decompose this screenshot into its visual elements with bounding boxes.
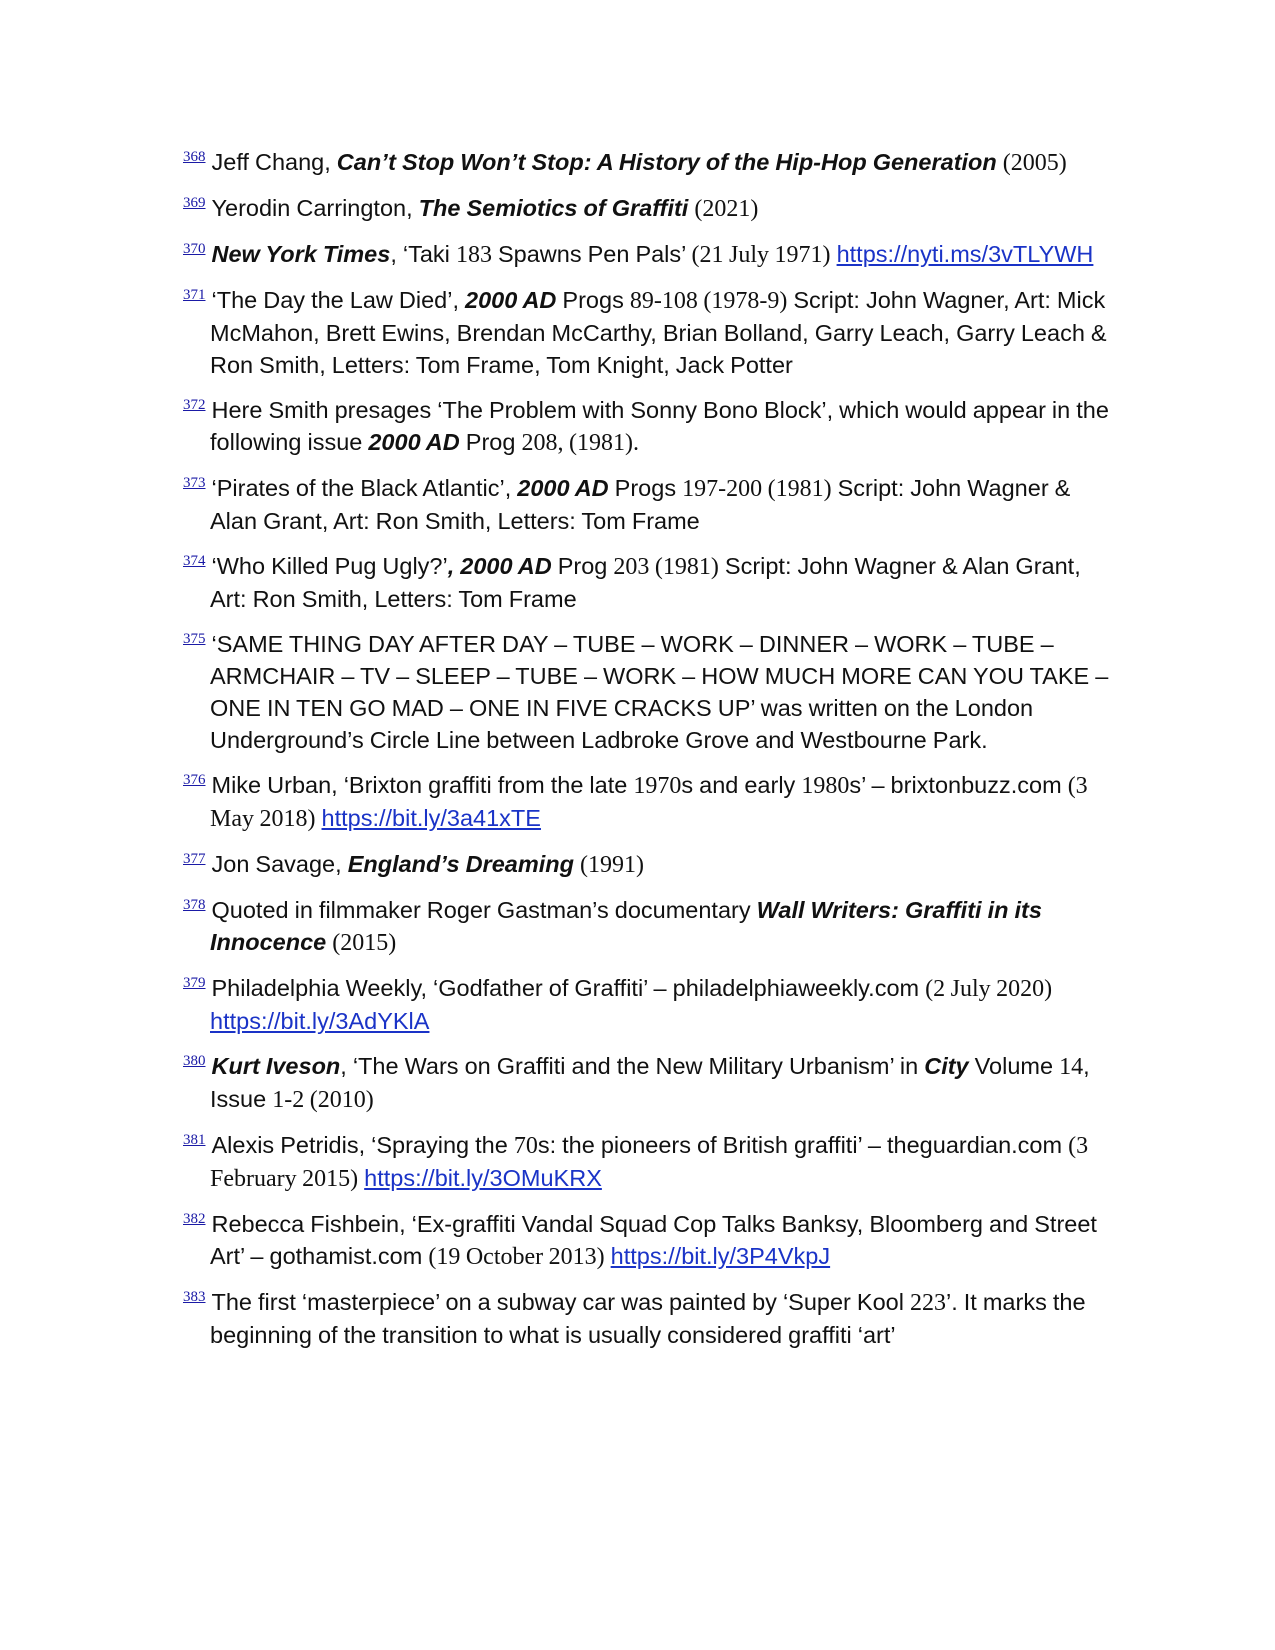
note-text: 1-2 (2010)	[272, 1087, 374, 1113]
title-text: 2000 AD	[465, 287, 557, 313]
title-text: The Semiotics of Graffiti	[418, 195, 689, 221]
note-text: (3 May 2018)	[210, 773, 1088, 832]
note-text: Spawns Pen Pals’	[491, 241, 692, 267]
url-link[interactable]: https://bit.ly/3AdYKlA	[210, 1008, 430, 1034]
note-text: Jeff Chang,	[211, 149, 337, 175]
title-text: 2000 AD	[368, 429, 460, 455]
endnote-ref-link[interactable]: 375	[183, 631, 206, 647]
endnote-ref-link[interactable]: 381	[183, 1132, 206, 1148]
note-text: 1970	[633, 773, 682, 799]
title-text: Kurt Iveson	[211, 1053, 341, 1079]
note-text: (21 July 1971)	[691, 242, 831, 268]
note-text: Rebecca Fishbein, ‘Ex-graffiti Vandal Squad Cop Talks Banksy, Bloomberg and Street Art’ – gothamist.com	[210, 1211, 1097, 1269]
url-link[interactable]: https://bit.ly/3OMuKRX	[364, 1165, 602, 1191]
note-text: Progs	[556, 287, 630, 313]
note-text: (2 July 2020)	[925, 976, 1053, 1002]
note-text: 208, (1981).	[521, 430, 639, 456]
note-text: s and early	[681, 772, 802, 798]
endnote-ref-link[interactable]: 378	[183, 897, 206, 913]
endnote-380	[183, 1050, 1118, 1116]
endnote-375	[183, 628, 1118, 756]
note-text: Script: John Wagner & Alan Grant, Art: Ron Smith, Letters: Tom Frame	[210, 553, 1081, 612]
note-text: (3 February 2015)	[210, 1133, 1089, 1192]
note-text: ‘Pirates of the Black Atlantic’,	[211, 475, 518, 501]
title-text: Can’t Stop Won’t Stop: A History of the Hip-Hop Generation	[336, 149, 997, 175]
endnote-ref-link[interactable]: 380	[183, 1053, 206, 1069]
note-text: 89-108 (1978-9)	[629, 288, 788, 314]
endnote-ref-link[interactable]: 376	[183, 772, 206, 788]
note-text: Script: John Wagner & Alan Grant, Art: Ron Smith, Letters: Tom Frame	[210, 475, 1071, 534]
title-text: City	[924, 1053, 969, 1079]
title-text: 2000 AD	[517, 475, 609, 501]
note-text: 223	[909, 1290, 946, 1316]
endnote-368	[183, 146, 1118, 179]
note-text: 183	[455, 242, 492, 268]
endnote-377	[183, 848, 1118, 881]
endnote-ref-link[interactable]: 383	[183, 1289, 206, 1305]
title-text: , 2000 AD	[447, 553, 552, 579]
endnote-370	[183, 238, 1118, 271]
note-text: (2015)	[332, 930, 397, 956]
note-text: , ‘The Wars on Graffiti and the New Military Urbanism’ in	[340, 1053, 925, 1079]
endnote-379	[183, 972, 1118, 1037]
endnote-ref-link[interactable]: 372	[183, 397, 206, 413]
url-link[interactable]: https://bit.ly/3a41xTE	[321, 805, 541, 831]
endnote-ref-link[interactable]: 371	[183, 287, 206, 303]
note-text: 1980	[801, 773, 850, 799]
note-text: Jon Savage,	[211, 851, 348, 877]
note-text: 70	[513, 1133, 538, 1159]
note-text: Here Smith presages ‘The Problem with Sonny Bono Block’, which would appear in the following issue	[210, 397, 1109, 455]
note-text: ‘SAME THING DAY AFTER DAY – TUBE – WORK – DINNER – WORK – TUBE – ARMCHAIR – TV – SLEEP – TUBE – WORK – HOW MUCH MORE CAN YOU TAKE – ONE IN TEN GO MAD – ONE IN FIVE CRACKS UP’ was written on the London Underground’s Circle Line between Ladbroke Grove and Westbourne Park.	[210, 631, 1109, 753]
endnote-372	[183, 394, 1118, 459]
note-text: Yerodin Carrington,	[211, 195, 419, 221]
note-text: (2005)	[1002, 150, 1067, 176]
note-text: s: the pioneers of British graffiti’ – theguardian.com	[537, 1132, 1069, 1158]
endnote-ref-link[interactable]: 370	[183, 241, 206, 257]
endnote-382	[183, 1208, 1118, 1273]
note-text: Quoted in filmmaker Roger Gastman’s documentary	[211, 897, 757, 923]
note-text: s’ – brixtonbuzz.com	[849, 772, 1068, 798]
note-text: , ‘Taki	[390, 241, 456, 267]
endnote-ref-link[interactable]: 382	[183, 1211, 206, 1227]
endnote-374	[183, 550, 1118, 615]
note-text: ‘Who Killed Pug Ugly?’	[211, 553, 448, 579]
note-text: 197-200 (1981)	[682, 476, 832, 502]
note-text: The first ‘masterpiece’ on a subway car was painted by ‘Super Kool	[211, 1289, 910, 1315]
note-text: , Issue	[210, 1053, 1090, 1112]
endnote-ref-link[interactable]: 377	[183, 851, 206, 867]
note-text: Volume	[968, 1053, 1060, 1079]
note-text: Alexis Petridis, ‘Spraying the	[211, 1132, 514, 1158]
endnote-376	[183, 769, 1118, 835]
endnote-383	[183, 1286, 1118, 1351]
url-link[interactable]: https://nyti.ms/3vTLYWH	[836, 241, 1094, 267]
endnotes-list	[183, 146, 1118, 1364]
endnote-ref-link[interactable]: 368	[183, 149, 206, 165]
endnote-381	[183, 1129, 1118, 1195]
endnote-ref-link[interactable]: 373	[183, 475, 206, 491]
note-text: 14	[1059, 1054, 1084, 1080]
endnote-ref-link[interactable]: 374	[183, 553, 206, 569]
note-text: (2021)	[694, 196, 759, 222]
note-text: Prog	[551, 553, 614, 579]
title-text: England’s Dreaming	[347, 851, 574, 877]
note-text: ‘The Day the Law Died’,	[211, 287, 466, 313]
note-text: (19 October 2013)	[428, 1244, 605, 1270]
url-link[interactable]: https://bit.ly/3P4VkpJ	[610, 1243, 831, 1269]
note-text: Philadelphia Weekly, ‘Godfather of Graffiti’ – philadelphiaweekly.com	[211, 975, 926, 1001]
endnote-371	[183, 284, 1118, 381]
note-text: 203 (1981)	[613, 554, 719, 580]
note-text: (1991)	[580, 852, 644, 878]
endnote-373	[183, 472, 1118, 537]
title-text: Wall Writers: Graffiti in its Innocence	[210, 897, 1042, 955]
endnote-369	[183, 192, 1118, 225]
endnote-ref-link[interactable]: 369	[183, 195, 206, 211]
endnote-378	[183, 894, 1118, 959]
note-text: ’. It marks the beginning of the transition to what is usually considered graffiti ‘art’	[210, 1289, 1086, 1348]
note-text: Script: John Wagner, Art: Mick McMahon, Brett Ewins, Brendan McCarthy, Brian Bolland, Garry Leach, Garry Leach & Ron Smith, Letters: Tom Frame, Tom Knight, Jack Potter	[210, 287, 1107, 378]
note-text: Progs	[608, 475, 683, 501]
note-text: Prog	[459, 429, 522, 455]
endnote-ref-link[interactable]: 379	[183, 975, 206, 991]
note-text: Mike Urban, ‘Brixton graffiti from the late	[211, 772, 634, 798]
title-text: New York Times	[211, 241, 391, 267]
